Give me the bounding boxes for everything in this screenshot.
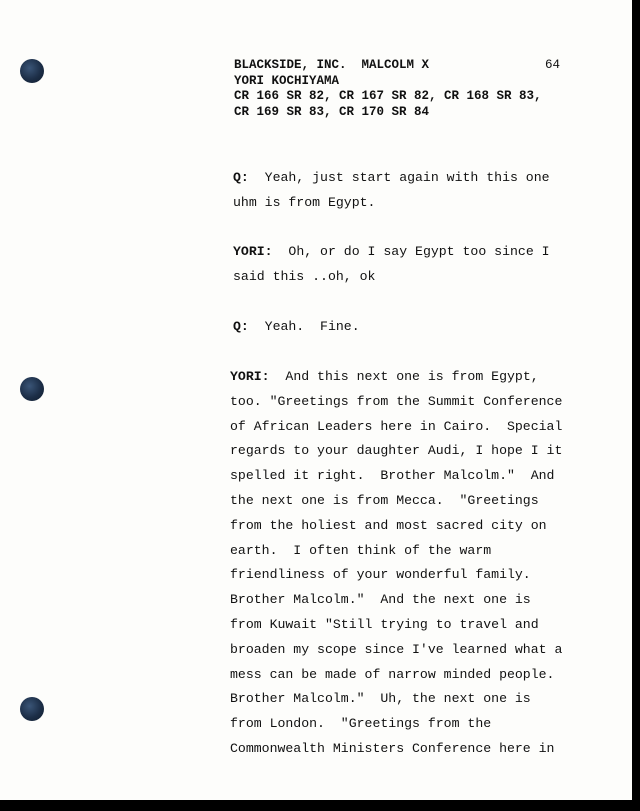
transcript-line: Brother Malcolm." Uh, the next one is [230, 691, 531, 707]
header-row [234, 58, 564, 74]
transcript-line: YORI: Oh, or do I say Egypt too since I [233, 244, 550, 259]
speaker-label: Q: [233, 319, 249, 334]
transcript-line: broaden my scope since I've learned what a [230, 641, 563, 657]
transcript-line: YORI: And this next one is from Egypt, [230, 369, 539, 384]
transcript-entry [233, 315, 563, 340]
punch-hole [20, 59, 44, 83]
transcript-line: regards to your daughter Audi, I hope I it [230, 443, 563, 459]
transcript-line: too. "Greetings from the Summit Conference [230, 393, 563, 409]
punch-hole [20, 697, 44, 721]
transcript-line: from London. "Greetings from the [230, 716, 492, 732]
transcript-entry [230, 365, 566, 762]
speaker-label: Q: [233, 170, 249, 185]
transcript-line: the next one is from Mecca. "Greetings [230, 492, 539, 508]
header-title: BLACKSIDE, INC. MALCOLM X [234, 58, 430, 72]
transcript-entry [233, 240, 563, 290]
transcript-entry [233, 166, 563, 216]
transcript-line: uhm is from Egypt. [233, 194, 376, 210]
speaker-label: YORI: [233, 244, 273, 259]
transcript-line: from Kuwait "Still trying to travel and [230, 616, 539, 632]
transcript-line: Q: Yeah. Fine. [233, 319, 360, 334]
speaker-label: YORI: [230, 369, 270, 384]
transcript-line: of African Leaders here in Cairo. Special [230, 418, 563, 434]
transcript-line: earth. I often think of the warm [230, 542, 492, 558]
transcript-line: friendliness of your wonderful family. [230, 567, 531, 583]
transcript-line: Commonwealth Ministers Conference here in [230, 740, 555, 756]
header-roll-codes: CR 166 SR 82, CR 167 SR 82, CR 168 SR 83, [234, 89, 542, 103]
transcript-line: mess can be made of narrow minded people. [230, 666, 555, 682]
transcript-line: from the holiest and most sacred city on [230, 517, 547, 533]
transcript-line: said this ..oh, ok [233, 268, 376, 284]
punch-hole [20, 377, 44, 401]
page-header [234, 58, 564, 120]
header-interviewee: YORI KOCHIYAMA [234, 73, 340, 88]
transcript-line: Brother Malcolm." And the next one is [230, 592, 531, 608]
transcript-line: Q: Yeah, just start again with this one [233, 170, 550, 185]
transcript-line: spelled it right. Brother Malcolm." And [230, 468, 555, 484]
page-number: 64 [544, 58, 560, 72]
header-roll-codes: CR 169 SR 83, CR 170 SR 84 [234, 104, 430, 119]
